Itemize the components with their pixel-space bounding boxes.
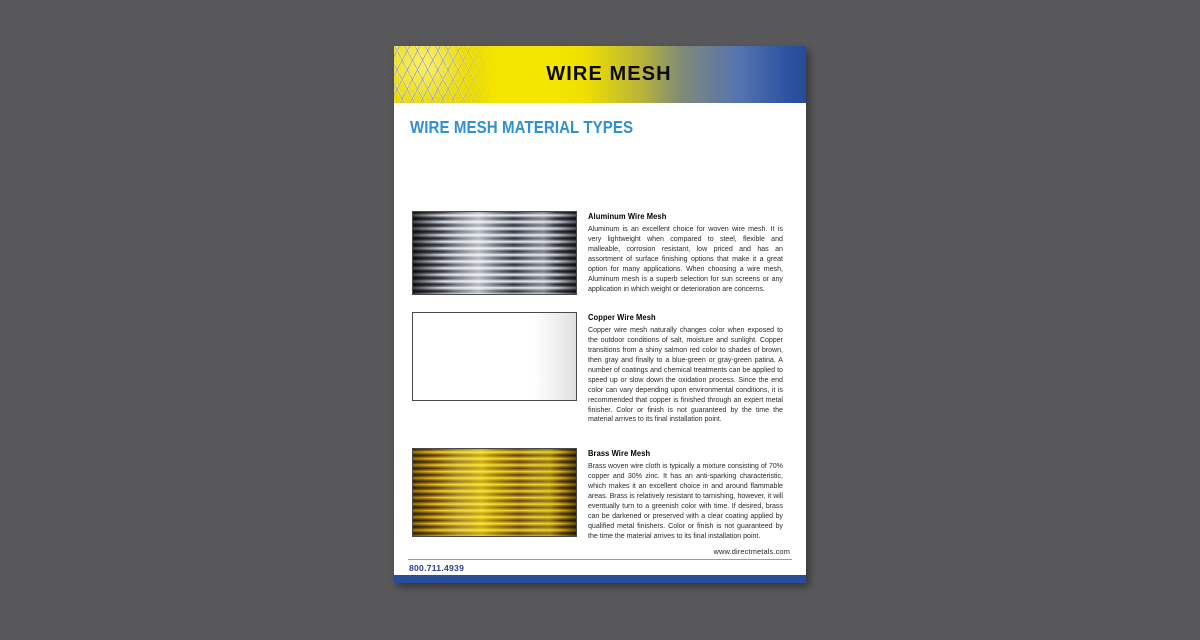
- copper-text-column: [577, 312, 790, 424]
- image-sheen-overlay: [413, 313, 576, 400]
- copper-body-text: Copper wire mesh naturally changes color when exposed to the outdoor conditions of salt, moisture and sunlight. Copper transitions from a shiny salmon red color to shades of brown, then gray and finally to a blue-green or gray-green patina. A number of coatings and chemical treatments can be applied to speed up or slow down the oxidation process. Since the end color can vary depending upon environmental conditions, it is recommended that copper is finished through an expert metal finisher. Color or finish is not guaranteed by the time the material arrives to its final installation point.: [588, 325, 783, 424]
- footer-phone-number[interactable]: 800.711.4939: [409, 563, 465, 573]
- aluminum-heading: Aluminum Wire Mesh: [588, 211, 667, 221]
- page-banner: [394, 46, 806, 103]
- page-body: [394, 103, 806, 569]
- section-title: WIRE MESH MATERIAL TYPES: [410, 117, 634, 137]
- footer-website-link[interactable]: www.directmetals.com: [713, 547, 790, 556]
- page-footer: [394, 546, 806, 583]
- footer-color-bar: [394, 575, 806, 583]
- brass-body-text: Brass woven wire cloth is typically a mixture consisting of 70% copper and 30% zinc. It has an anti-sparking characteristic, which makes it an excellent choice in and around flammable areas. Brass is relatively resistant to tarnishing, however, it will eventually turn to a greenish color with time. If desired, brass can be darkened or preserved with a clear coating applied by qualified metal finishers. Color or finish is not guaranteed by the time the material arrives to its final installation point.: [588, 461, 783, 540]
- copper-heading: Copper Wire Mesh: [588, 312, 656, 322]
- copper-wire-image: [412, 312, 577, 401]
- brass-heading: Brass Wire Mesh: [588, 448, 651, 458]
- material-block-brass: [412, 448, 790, 541]
- brass-wire-image: [412, 448, 577, 537]
- banner-title: WIRE MESH: [546, 63, 672, 85]
- image-sheen-overlay: [413, 449, 576, 536]
- brochure-page: [394, 46, 806, 583]
- footer-divider: [408, 559, 792, 560]
- material-block-aluminum: [412, 211, 790, 295]
- aluminum-body-text: Aluminum is an excellent choice for woven wire mesh. It is very lightweight when compared to steel, flexible and malleable, corrosion resistant, low priced and has an assortment of surface finishing options that make it a great option for many applications. When choosing a wire mesh, Aluminum mesh is a superb selection for sun screens or any application in which weight or deterioration are concerns.: [588, 224, 783, 293]
- image-sheen-overlay: [413, 212, 576, 294]
- brass-text-column: [577, 448, 790, 541]
- aluminum-text-column: [577, 211, 790, 295]
- material-block-copper: [412, 312, 790, 424]
- aluminum-wire-image: [412, 211, 577, 295]
